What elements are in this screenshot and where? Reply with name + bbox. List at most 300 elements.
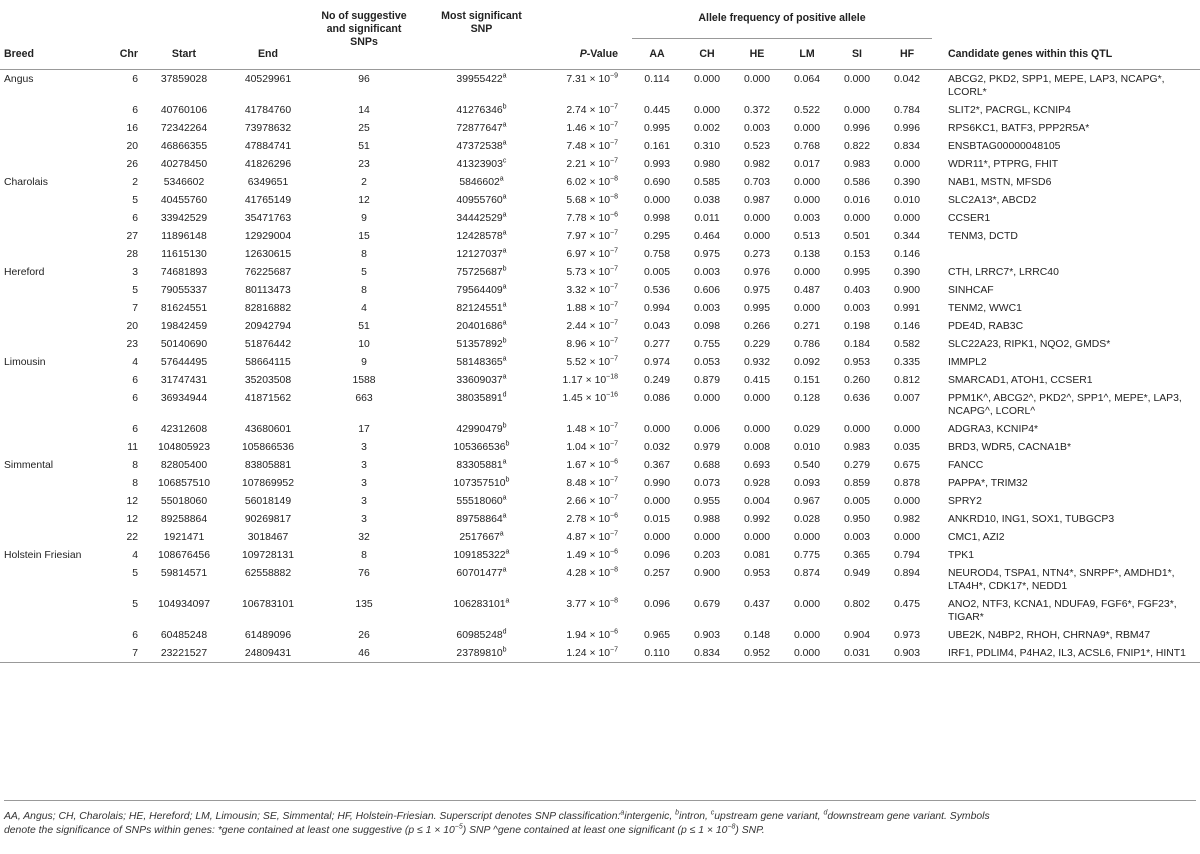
cell-freq-aa: 0.965 [643, 629, 670, 641]
cell-end: 43680601 [244, 423, 292, 435]
cell-freq-aa: 0.990 [643, 477, 670, 489]
cell-chr: 3 [132, 266, 138, 278]
cell-freq-lm: 0.000 [793, 531, 820, 543]
cell-most-significant-snp: 41276346$^b$ [456, 103, 507, 116]
cell-gap [932, 101, 944, 119]
cell-freq-ch: 0.606 [693, 284, 720, 296]
cell-freq-he: 0.148 [743, 629, 770, 641]
cell-chr: 5 [132, 194, 138, 206]
cell-gap [932, 456, 944, 474]
cell-snp-count: 3 [361, 513, 367, 525]
cell-most-significant-snp: 55518060$^a$ [456, 494, 507, 507]
cell-freq-aa: 0.000 [643, 495, 670, 507]
cell-freq-si: 0.031 [832, 644, 882, 663]
cell-pvalue: $2.78 \times 10^{-6}$ [566, 512, 618, 525]
cell-freq-aa: 0.161 [643, 140, 670, 152]
cell-start: 104805923 [157, 441, 210, 453]
cell-freq-ch: 0.310 [693, 140, 720, 152]
cell-snp-count: 12 [358, 194, 370, 206]
table-row [0, 281, 1200, 299]
cell-gap [932, 227, 944, 245]
cell-breed [0, 119, 106, 137]
cell-freq-aa: 0.994 [643, 302, 670, 314]
table-row [0, 137, 1200, 155]
cell-freq-ch: 0.003 [693, 266, 720, 278]
cell-start: 36934944 [160, 392, 208, 404]
cell-freq-lm: 0.151 [793, 374, 820, 386]
cell-freq-si: 0.859 [843, 477, 870, 489]
cell-breed [0, 474, 106, 492]
cell-end: 56018149 [244, 495, 292, 507]
cell-gap [932, 245, 944, 263]
cell-breed [0, 155, 106, 173]
cell-freq-he: 0.000 [743, 212, 770, 224]
cell-pvalue: $3.32 \times 10^{-7}$ [566, 283, 618, 296]
cell-breed [0, 371, 106, 389]
header-si: SI [832, 39, 882, 70]
cell-freq-aa: 0.096 [643, 598, 670, 610]
cell-freq-lm: 0.029 [793, 423, 820, 435]
cell-gap [932, 389, 944, 420]
cell-freq-ch: 0.688 [693, 459, 720, 471]
cell-snp-count: 32 [358, 531, 370, 543]
cell-pvalue: $2.66 \times 10^{-7}$ [566, 494, 618, 507]
cell-candidate-genes: PDE4D, RAB3C [948, 320, 1024, 332]
cell-freq-aa: 0.114 [644, 73, 670, 85]
cell-snp-count: 10 [358, 338, 370, 350]
cell-breed [0, 438, 106, 456]
cell-freq-lm: 0.000 [793, 176, 820, 188]
cell-freq-si: 0.198 [843, 320, 870, 332]
header-allele-frequency: Allele frequency of positive allele [632, 0, 932, 39]
cell-gap [932, 281, 944, 299]
cell-candidate-genes: ADGRA3, KCNIP4* [948, 423, 1039, 435]
cell-freq-hf: 0.894 [893, 567, 920, 579]
cell-most-significant-snp: 83305881$^a$ [456, 458, 507, 471]
cell-chr: 5 [132, 284, 138, 296]
cell-freq-si: 0.636 [843, 392, 870, 404]
table-row [0, 227, 1200, 245]
cell-candidate-genes: UBE2K, N4BP2, RHOH, CHRNA9*, RBM47 [948, 629, 1151, 641]
cell-freq-si: 0.000 [843, 104, 870, 116]
cell-candidate-genes: ENSBTAG00000048105 [948, 140, 1061, 152]
cell-candidate-genes: SLIT2*, PACRGL, KCNIP4 [948, 104, 1071, 116]
table-row [0, 492, 1200, 510]
cell-freq-aa: 0.993 [643, 158, 670, 170]
cell-pvalue: $5.52 \times 10^{-7}$ [566, 355, 618, 368]
cell-freq-ch: 0.073 [693, 477, 720, 489]
cell-freq-hf: 0.475 [893, 598, 920, 610]
cell-pvalue: $4.28 \times 10^{-8}$ [566, 566, 618, 579]
cell-most-significant-snp: 89758864$^a$ [456, 512, 507, 525]
cell-pvalue: $1.17 \times 10^{-18}$ [562, 373, 618, 386]
cell-freq-aa: 0.043 [643, 320, 670, 332]
cell-breed [0, 420, 106, 438]
cell-freq-si: 0.279 [843, 459, 870, 471]
cell-snp-count: 5 [361, 266, 367, 278]
table-row [0, 155, 1200, 173]
table-row [0, 371, 1200, 389]
cell-freq-he: 0.932 [743, 356, 770, 368]
cell-freq-he: 0.976 [743, 266, 770, 278]
cell-freq-he: 0.000 [743, 392, 770, 404]
cell-snp-count: 51 [358, 320, 370, 332]
table-row [0, 626, 1200, 644]
cell-breed: Charolais [4, 176, 48, 188]
cell-end: 80113473 [245, 284, 291, 296]
cell-freq-ch: 0.464 [693, 230, 720, 242]
cell-freq-ch: 0.903 [693, 629, 720, 641]
cell-freq-lm: 0.000 [793, 194, 820, 206]
cell-start: 89258864 [160, 513, 208, 525]
cell-pvalue: $8.48 \times 10^{-7}$ [566, 476, 618, 489]
cell-breed [0, 209, 106, 227]
cell-chr: 7 [106, 644, 142, 663]
cell-freq-aa: 0.758 [643, 248, 670, 260]
cell-freq-lm: 0.874 [793, 567, 820, 579]
cell-snp-count: 8 [361, 284, 367, 296]
cell-freq-ch: 0.006 [693, 423, 720, 435]
cell-freq-he: 0.437 [743, 598, 770, 610]
cell-snp-count: 26 [358, 629, 370, 641]
cell-snp-count: 46 [310, 644, 418, 663]
cell-breed [0, 644, 106, 663]
header-lm: LM [782, 39, 832, 70]
cell-chr: 12 [126, 513, 138, 525]
cell-most-significant-snp: 60701477$^a$ [456, 566, 507, 579]
cell-freq-hf: 0.146 [893, 248, 920, 260]
cell-most-significant-snp: 12127037$^a$ [456, 247, 507, 260]
cell-freq-aa: 0.032 [643, 441, 670, 453]
table-row [0, 595, 1200, 626]
cell-breed [0, 595, 106, 626]
cell-candidate-genes: SLC2A13*, ABCD2 [948, 194, 1037, 206]
cell-candidate-genes: BRD3, WDR5, CACNA1B* [948, 441, 1071, 453]
cell-gap [932, 335, 944, 353]
cell-most-significant-snp: 20401686$^a$ [456, 319, 507, 332]
cell-most-significant-snp: 39955422$^a$ [456, 72, 507, 85]
cell-gap [932, 317, 944, 335]
cell-chr: 26 [126, 158, 138, 170]
cell-candidate-genes: ABCG2, PKD2, SPP1, MEPE, LAP3, NCAPG*, LCORL* [948, 73, 1165, 98]
cell-chr: 6 [132, 423, 138, 435]
cell-freq-hf: 0.000 [893, 158, 920, 170]
cell-breed: Simmental [4, 459, 54, 471]
cell-most-significant-snp: 33609037$^a$ [456, 373, 507, 386]
cell-start: 19842459 [160, 320, 208, 332]
cell-freq-he: 0.229 [743, 338, 770, 350]
cell-gap [932, 474, 944, 492]
cell-most-significant-snp: 105366536$^b$ [453, 440, 510, 453]
cell-freq-lm: 0.000 [793, 598, 820, 610]
cell-snp-count: 14 [358, 104, 370, 116]
cell-freq-si: 0.005 [843, 495, 870, 507]
cell-freq-lm: 0.768 [793, 140, 820, 152]
cell-freq-ch: 0.679 [693, 598, 720, 610]
cell-end: 107869952 [241, 477, 294, 489]
cell-freq-si: 0.000 [843, 423, 870, 435]
cell-pvalue: $7.48 \times 10^{-7}$ [566, 139, 618, 152]
cell-gap [932, 492, 944, 510]
cell-freq-aa: 0.974 [643, 356, 670, 368]
cell-chr: 4 [132, 356, 138, 368]
cell-gap [932, 420, 944, 438]
cell-freq-hf: 0.582 [893, 338, 920, 350]
cell-chr: 7 [132, 302, 138, 314]
cell-candidate-genes: ANO2, NTF3, KCNA1, NDUFA9, FGF6*, FGF23*, TIGAR* [948, 598, 1177, 623]
cell-freq-lm: 0.000 [793, 122, 820, 134]
cell-freq-si: 0.000 [843, 212, 870, 224]
cell-start: 23221527 [142, 644, 226, 663]
cell-snp-count: 25 [358, 122, 370, 134]
cell-gap [932, 546, 944, 564]
cell-candidate-genes: TENM3, DCTD [948, 230, 1018, 242]
cell-end: 12929004 [244, 230, 292, 242]
cell-freq-hf: 0.834 [893, 140, 920, 152]
cell-freq-lm: 0.967 [793, 495, 820, 507]
cell-most-significant-snp: 2517667$^a$ [459, 530, 504, 543]
cell-chr: 5 [132, 567, 138, 579]
cell-gap [932, 155, 944, 173]
cell-freq-aa: 0.000 [643, 194, 670, 206]
cell-end: 61489096 [244, 629, 292, 641]
cell-pvalue: $6.02 \times 10^{-8}$ [566, 175, 618, 188]
cell-breed [0, 137, 106, 155]
cell-freq-ch: 0.053 [693, 356, 720, 368]
cell-most-significant-snp: 109185322$^a$ [453, 548, 510, 561]
cell-most-significant-snp: 41323903$^c$ [456, 157, 507, 170]
table-row [0, 438, 1200, 456]
cell-freq-aa: 0.005 [643, 266, 670, 278]
cell-freq-he: 0.372 [743, 104, 770, 116]
cell-freq-ch: 0.980 [693, 158, 720, 170]
table-row [0, 564, 1200, 595]
cell-freq-si: 0.586 [843, 176, 870, 188]
table-row [0, 317, 1200, 335]
cell-candidate-genes: NEUROD4, TSPA1, NTN4*, SNRPF*, AMDHD1*, LTA4H*, CDK17*, NEDD1 [948, 567, 1175, 592]
cell-freq-lm: 0.064 [793, 73, 820, 85]
cell-freq-lm: 0.092 [793, 356, 820, 368]
cell-freq-he: 0.000 [743, 230, 770, 242]
cell-freq-hf: 0.042 [893, 73, 920, 85]
cell-freq-ch: 0.000 [693, 73, 720, 85]
cell-snp-count: 15 [358, 230, 370, 242]
header-candidate-genes: Candidate genes within this QTL [944, 39, 1200, 70]
cell-start: 40455760 [160, 194, 208, 206]
cell-most-significant-snp: 47372538$^a$ [456, 139, 507, 152]
cell-pvalue: $7.97 \times 10^{-7}$ [566, 229, 618, 242]
cell-freq-hf: 0.000 [893, 423, 920, 435]
cell-freq-hf: 0.991 [893, 302, 920, 314]
cell-start: 33942529 [160, 212, 208, 224]
cell-freq-lm: 0.138 [793, 248, 820, 260]
cell-freq-si: 0.996 [843, 122, 870, 134]
cell-freq-hf: 0.812 [893, 374, 920, 386]
cell-end: 105866536 [241, 441, 294, 453]
cell-start: 1921471 [163, 531, 205, 543]
cell-breed [0, 245, 106, 263]
cell-most-significant-snp: 82124551$^a$ [456, 301, 507, 314]
cell-gap [932, 119, 944, 137]
cell-start: 31747431 [160, 374, 208, 386]
cell-freq-ch: 0.000 [693, 392, 720, 404]
cell-end: 106783101 [241, 598, 294, 610]
cell-gap [932, 595, 944, 626]
cell-freq-lm: 0.540 [793, 459, 820, 471]
cell-most-significant-snp: 79564409$^a$ [456, 283, 507, 296]
cell-chr: 8 [132, 459, 138, 471]
cell-freq-aa: 0.690 [643, 176, 670, 188]
cell-most-significant-snp: 42990479$^b$ [456, 422, 507, 435]
cell-candidate-genes: CCSER1 [948, 212, 991, 224]
cell-most-significant-snp: 60985248$^d$ [456, 628, 507, 641]
cell-candidate-genes: CTH, LRRC7*, LRRC40 [948, 266, 1059, 278]
cell-freq-si: 0.153 [843, 248, 870, 260]
cell-freq-si: 0.016 [843, 194, 870, 206]
cell-pvalue: $1.88 \times 10^{-7}$ [566, 301, 618, 314]
cell-most-significant-snp: 40955760$^a$ [456, 193, 507, 206]
cell-breed [0, 389, 106, 420]
cell-freq-ch: 0.879 [693, 374, 720, 386]
cell-most-significant-snp: 51357892$^b$ [456, 337, 507, 350]
cell-pvalue: $3.77 \times 10^{-8}$ [566, 597, 618, 610]
cell-start: 46866355 [160, 140, 208, 152]
cell-candidate-genes: SLC22A23, RIPK1, NQO2, GMDS* [948, 338, 1111, 350]
cell-breed: Hereford [4, 266, 45, 278]
cell-freq-aa: 0.249 [643, 374, 670, 386]
cell-most-significant-snp: 75725687$^b$ [456, 265, 507, 278]
cell-end: 76225687 [244, 266, 292, 278]
header-pvalue: P-Value [545, 39, 632, 70]
cell-pvalue: $4.87 \times 10^{-7}$ [566, 530, 618, 543]
cell-snp-count: 3 [361, 441, 367, 453]
cell-breed [0, 281, 106, 299]
cell-freq-lm: 0.028 [793, 513, 820, 525]
cell-breed: Angus [4, 73, 34, 85]
cell-freq-lm: 0.786 [793, 338, 820, 350]
cell-start: 104934097 [157, 598, 210, 610]
cell-freq-he: 0.952 [732, 644, 782, 663]
cell-end: 51876442 [244, 338, 292, 350]
cell-breed: Limousin [4, 356, 46, 368]
table-row [0, 209, 1200, 227]
cell-snp-count: 51 [358, 140, 370, 152]
cell-candidate-genes: ANKRD10, ING1, SOX1, TUBGCP3 [948, 513, 1115, 525]
cell-start: 55018060 [160, 495, 208, 507]
cell-freq-ch: 0.988 [693, 513, 720, 525]
cell-chr: 5 [132, 598, 138, 610]
cell-gap [932, 173, 944, 191]
cell-chr: 6 [132, 392, 138, 404]
cell-pvalue: $1.49 \times 10^{-6}$ [566, 548, 618, 561]
cell-snp-count: 9 [361, 356, 367, 368]
cell-snp-count: 9 [361, 212, 367, 224]
cell-snp-count: 1588 [352, 374, 376, 386]
cell-end: 47884741 [244, 140, 292, 152]
cell-start: 60485248 [160, 629, 208, 641]
table-row [0, 528, 1200, 546]
cell-freq-aa: 0.257 [643, 567, 670, 579]
cell-freq-hf: 0.982 [893, 513, 920, 525]
cell-gap [932, 209, 944, 227]
cell-end: 20942794 [244, 320, 292, 332]
cell-freq-si: 0.904 [843, 629, 870, 641]
cell-snp-count: 96 [358, 73, 370, 85]
cell-candidate-genes [944, 245, 1200, 263]
cell-end: 41765149 [244, 194, 292, 206]
cell-freq-he: 0.000 [743, 531, 770, 543]
cell-freq-si: 0.822 [843, 140, 870, 152]
cell-start: 108676456 [157, 549, 210, 561]
cell-freq-he: 0.003 [743, 122, 770, 134]
cell-candidate-genes: SMARCAD1, ATOH1, CCSER1 [948, 374, 1093, 386]
table-row [0, 263, 1200, 281]
cell-freq-he: 0.523 [743, 140, 770, 152]
cell-freq-hf: 0.344 [893, 230, 920, 242]
cell-chr: 20 [126, 320, 138, 332]
cell-freq-hf: 0.903 [882, 644, 932, 663]
cell-freq-he: 0.266 [743, 320, 770, 332]
table-row [0, 546, 1200, 564]
cell-pvalue: $7.78 \times 10^{-6}$ [566, 211, 618, 224]
cell-breed [0, 626, 106, 644]
cell-freq-hf: 0.996 [893, 122, 920, 134]
cell-snp-count: 3 [361, 477, 367, 489]
cell-breed [0, 510, 106, 528]
cell-freq-aa: 0.295 [643, 230, 670, 242]
cell-end: 35471763 [244, 212, 292, 224]
cell-freq-ch: 0.000 [693, 531, 720, 543]
cell-chr: 6 [132, 374, 138, 386]
cell-most-significant-snp: 72877647$^a$ [456, 121, 507, 134]
table-row [0, 173, 1200, 191]
cell-freq-lm: 0.003 [793, 212, 820, 224]
cell-start: 72342264 [160, 122, 208, 134]
cell-freq-ch: 0.979 [693, 441, 720, 453]
cell-pvalue: $2.74 \times 10^{-7}$ [566, 103, 618, 116]
cell-end: 3018467 [247, 531, 289, 543]
cell-pvalue: $1.04 \times 10^{-7}$ [566, 440, 618, 453]
cell-freq-he: 0.703 [743, 176, 770, 188]
cell-freq-he: 0.982 [743, 158, 770, 170]
cell-freq-ch: 0.002 [693, 122, 720, 134]
cell-pvalue: $1.48 \times 10^{-7}$ [566, 422, 618, 435]
cell-freq-aa: 0.995 [643, 122, 670, 134]
cell-freq-hf: 0.010 [893, 194, 920, 206]
cell-freq-he: 0.081 [743, 549, 770, 561]
cell-freq-ch: 0.900 [693, 567, 720, 579]
cell-candidate-genes: SPRY2 [948, 495, 982, 507]
cell-start: 59814571 [160, 567, 208, 579]
table-row [0, 456, 1200, 474]
cell-freq-lm: 0.017 [793, 158, 820, 170]
cell-gap [932, 70, 944, 102]
cell-snp-count: 4 [361, 302, 367, 314]
table-row [0, 119, 1200, 137]
cell-breed [0, 492, 106, 510]
cell-freq-hf: 0.973 [893, 629, 920, 641]
cell-freq-si: 0.403 [843, 284, 870, 296]
cell-chr: 6 [132, 104, 138, 116]
table-row [0, 420, 1200, 438]
cell-gap [932, 438, 944, 456]
cell-start: 37859028 [160, 73, 208, 85]
cell-end: 35203508 [244, 374, 292, 386]
cell-gap [932, 137, 944, 155]
cell-freq-hf: 0.900 [893, 284, 920, 296]
cell-candidate-genes: RPS6KC1, BATF3, PPP2R5A* [948, 122, 1090, 134]
cell-candidate-genes: WDR11*, PTPRG, FHIT [948, 158, 1059, 170]
